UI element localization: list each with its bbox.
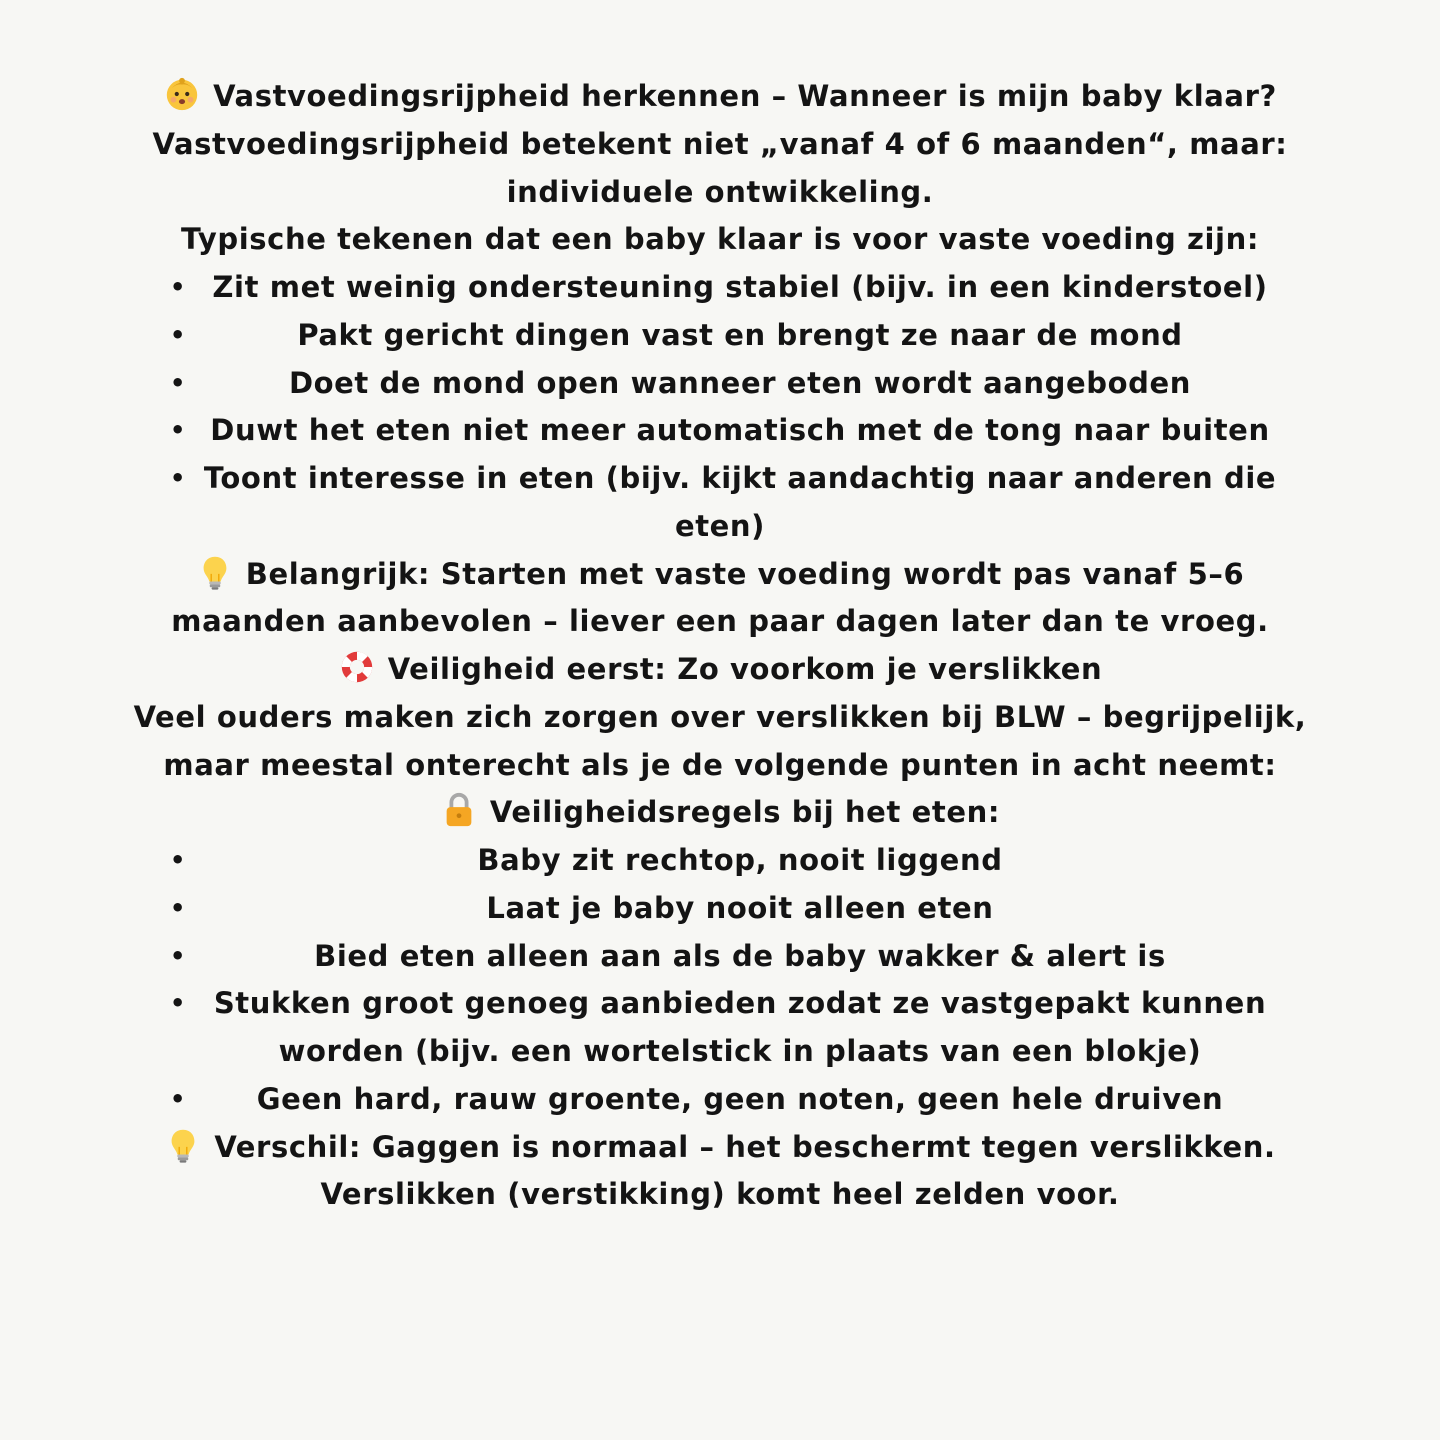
bullet: • [170, 320, 186, 349]
lifebuoy-icon [338, 648, 376, 686]
list-item: • Toont interesse in eten (bijv. kijkt aandachtig naar anderen die [0, 455, 1440, 503]
safety-intro-line-2: maar meestal onterecht als je de volgende punten in acht neemt: [163, 747, 1277, 782]
list-item: • Baby zit rechtop, nooit liggend [0, 837, 1440, 885]
baby-face-icon [163, 75, 201, 113]
readiness-intro-line-2: individuele ontwikkeling. [506, 174, 934, 209]
readiness-intro-line-1: Vastvoedingsrijpheid betekent niet „vanaf 4 of 6 maanden“, maar: [152, 126, 1288, 161]
list-item: • Laat je baby nooit alleen eten [0, 885, 1440, 933]
list-item: • Duwt het eten niet meer automatisch met de tong naar buiten [0, 407, 1440, 455]
lightbulb-icon [196, 553, 234, 591]
readiness-tip-line-1: Belangrijk: Starten met vaste voeding wordt pas vanaf 5–6 [0, 551, 1440, 599]
safety-tip-line-1: Verschil: Gaggen is normaal – het beschermt tegen verslikken. [0, 1124, 1440, 1172]
bullet: • [170, 464, 186, 492]
list-item-continuation: eten) [674, 508, 766, 543]
list-item: • Doet de mond open wanneer eten wordt aangeboden [0, 360, 1440, 408]
list-item: • Bied eten alleen aan als de baby wakker & alert is [0, 933, 1440, 981]
bullet: • [170, 368, 186, 397]
readiness-tip-line-2: maanden aanbevolen – liever een paar dagen later dan te vroeg. [171, 604, 1269, 639]
bullet: • [170, 1084, 186, 1113]
list-item: • Geen hard, rauw groente, geen noten, geen hele druiven [0, 1076, 1440, 1124]
safety-heading: Veiligheid eerst: Zo voorkom je verslikken [0, 646, 1440, 694]
bullet: • [170, 846, 186, 874]
bullet: • [170, 893, 186, 922]
readiness-heading: Vastvoedingsrijpheid herkennen – Wanneer is mijn baby klaar? [0, 73, 1440, 121]
bullet: • [170, 941, 186, 970]
document-body [0, 73, 1440, 1219]
readiness-signs-intro: Typische tekenen dat een baby klaar is voor vaste voeding zijn: [180, 222, 1260, 257]
safety-tip-line-2: Verslikken (verstikking) komt heel zelden voor. [320, 1177, 1120, 1212]
safety-rules-heading: Veiligheidsregels bij het eten: [0, 789, 1440, 837]
lock-icon [440, 791, 478, 829]
bullet: • [170, 416, 186, 445]
list-item: • Zit met weinig ondersteuning stabiel (bijv. in een kinderstoel) [0, 264, 1440, 312]
list-item: • Stukken groot genoeg aanbieden zodat ze vastgepakt kunnen [0, 980, 1440, 1028]
list-item-continuation: worden (bijv. een wortelstick in plaats van een blokje) [278, 1034, 1202, 1068]
bullet: • [170, 273, 186, 301]
list-item: • Pakt gericht dingen vast en brengt ze naar de mond [0, 312, 1440, 360]
safety-intro-line-1: Veel ouders maken zich zorgen over verslikken bij BLW – begrijpelijk, [133, 699, 1307, 734]
bullet: • [170, 989, 186, 1018]
lightbulb-icon [164, 1126, 202, 1164]
